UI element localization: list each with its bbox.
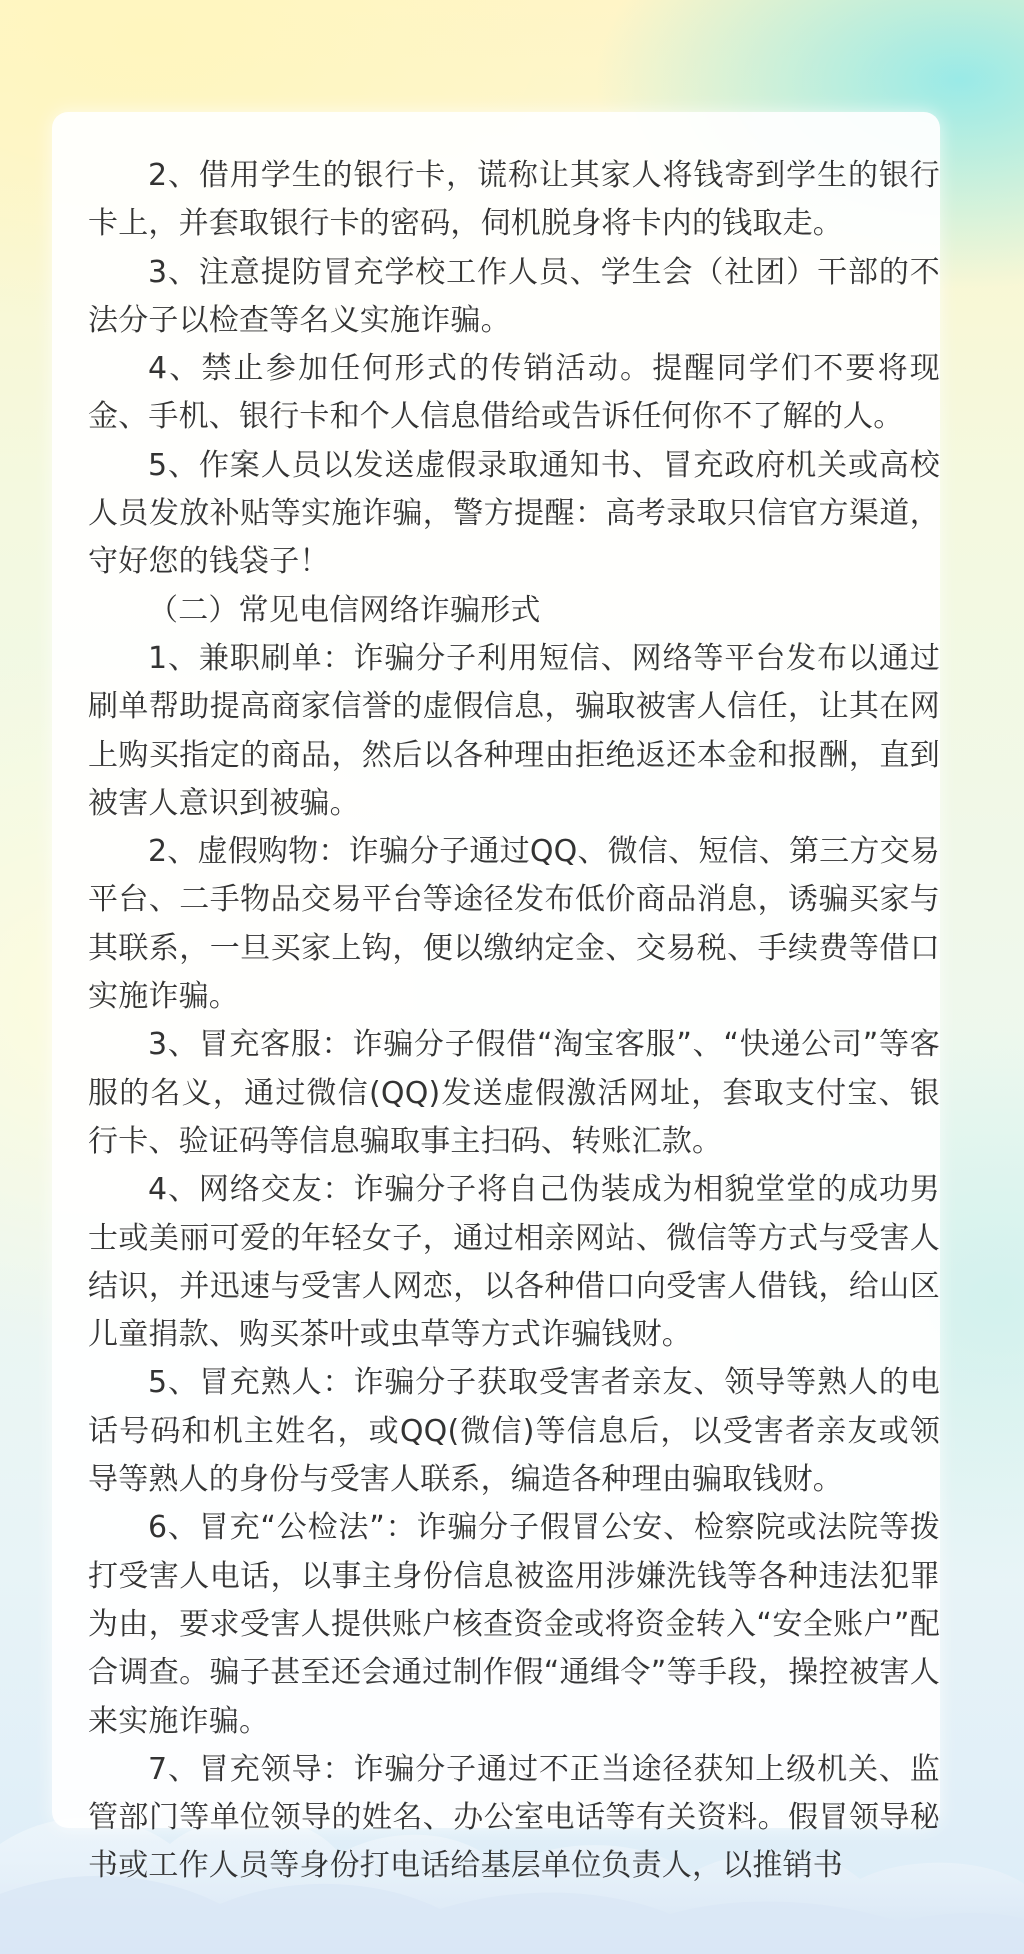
paragraph: 4、禁止参加任何形式的传销活动。提醒同学们不要将现金、手机、银行卡和个人信息借给或告诉任何你不了解的人。 [88, 351, 940, 435]
article-body [88, 152, 940, 1891]
article-panel [52, 112, 940, 1884]
paragraph: 2、虚假购物：诈骗分子通过QQ、微信、短信、第三方交易平台、二手物品交易平台等途径发布低价商品消息，诱骗买家与其联系，一旦买家上钩，便以缴纳定金、交易税、手续费等借口实施诈骗。 [88, 834, 940, 1015]
paragraph: 3、冒充客服：诈骗分子假借“淘宝客服”、“快递公司”等客服的名义，通过微信(QQ)发送虚假激活网址，套取支付宝、银行卡、验证码等信息骗取事主扫码、转账汇款。 [88, 1027, 940, 1159]
paragraph: 2、借用学生的银行卡，谎称让其家人将钱寄到学生的银行卡上，并套取银行卡的密码，伺机脱身将卡内的钱取走。 [88, 158, 940, 242]
paragraph: 4、网络交友：诈骗分子将自己伪装成为相貌堂堂的成功男士或美丽可爱的年轻女子，通过相亲网站、微信等方式与受害人结识，并迅速与受害人网恋，以各种借口向受害人借钱，给山区儿童捐款、购买茶叶或虫草等方式诈骗钱财。 [88, 1172, 940, 1353]
paragraph: 3、注意提防冒充学校工作人员、学生会（社团）干部的不法分子以检查等名义实施诈骗。 [88, 254, 940, 338]
paragraph: 5、作案人员以发送虚假录取通知书、冒充政府机关或高校人员发放补贴等实施诈骗，警方提醒：高考录取只信官方渠道，守好您的钱袋子！ [88, 447, 940, 580]
paragraph: 1、兼职刷单：诈骗分子利用短信、网络等平台发布以通过刷单帮助提高商家信誉的虚假信息，骗取被害人信任，让其在网上购买指定的商品，然后以各种理由拒绝返还本金和报酬，直到被害人意识到被骗。 [88, 640, 940, 821]
paragraph: 6、冒充“公检法”：诈骗分子假冒公安、检察院或法院等拨打受害人电话，以事主身份信息被盗用涉嫌洗钱等各种违法犯罪为由，要求受害人提供账户核查资金或将资金转入“安全账户”配合调查。骗子甚至还会通过制作假“通缉令”等手段，操控被害人来实施诈骗。 [88, 1510, 940, 1739]
section-heading: （二）常见电信网络诈骗形式 [148, 592, 541, 628]
paragraph: 5、冒充熟人：诈骗分子获取受害者亲友、领导等熟人的电话号码和机主姓名，或QQ(微信)等信息后，以受害者亲友或领导等熟人的身份与受害人联系，编造各种理由骗取钱财。 [88, 1365, 940, 1498]
paragraph: 7、冒充领导：诈骗分子通过不正当途径获知上级机关、监管部门等单位领导的姓名、办公室电话等有关资料。假冒领导秘书或工作人员等身份打电话给基层单位负责人，以推销书 [88, 1751, 940, 1884]
